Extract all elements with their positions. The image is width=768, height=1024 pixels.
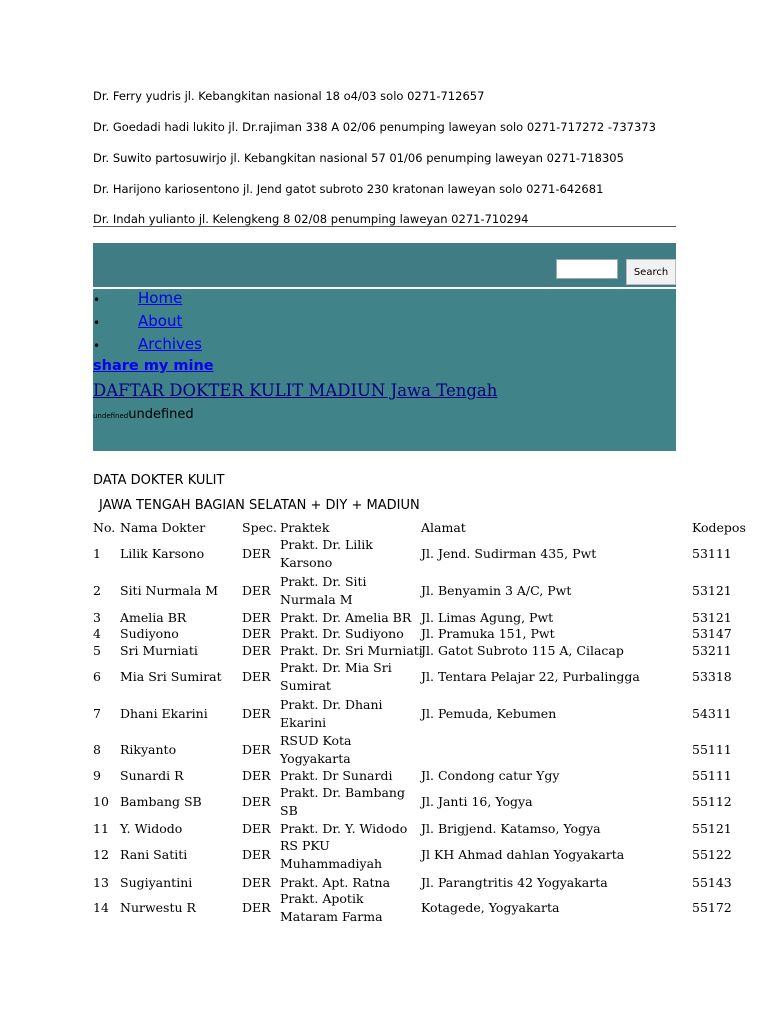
doctor-line-1: Dr. Ferry yudris jl. Kebangkitan nasional 18 o4/03 solo 0271-712657 bbox=[93, 89, 485, 103]
table-cell-nama: Sri Murniati bbox=[120, 643, 198, 658]
table-cell-nama: Sunardi R bbox=[120, 768, 184, 783]
table-cell-nama: Sugiyantini bbox=[120, 875, 193, 890]
table-cell-praktek: Prakt. Dr. Y. Widodo bbox=[280, 821, 408, 836]
table-cell-no: 14 bbox=[93, 900, 109, 915]
header-nama: Nama Dokter bbox=[120, 520, 206, 535]
table-cell-no: 8 bbox=[93, 742, 101, 757]
table-cell-nama: Siti Nurmala M bbox=[120, 583, 219, 598]
doctor-line-3: Dr. Suwito partosuwirjo jl. Kebangkitan nasional 57 01/06 penumping laweyan 0271-718305 bbox=[93, 151, 624, 165]
bullet-icon: • bbox=[93, 339, 101, 353]
table-cell-no: 12 bbox=[93, 847, 109, 862]
table-cell-no: 3 bbox=[93, 610, 101, 625]
header-praktek: Praktek bbox=[280, 520, 330, 535]
table-cell-nama: Dhani Ekarini bbox=[120, 706, 208, 721]
table-cell-nama: Sudiyono bbox=[120, 626, 179, 641]
table-cell-alamat: Jl KH Ahmad dahlan Yogyakarta bbox=[421, 847, 625, 862]
search-button-label: Search bbox=[633, 266, 669, 278]
table-cell-kodepos: 55122 bbox=[692, 847, 732, 862]
table-cell-nama: Rikyanto bbox=[120, 742, 177, 757]
table-cell-nama: Amelia BR bbox=[120, 610, 187, 625]
table-cell-alamat: Jl. Brigjend. Katamso, Yogya bbox=[421, 821, 601, 836]
table-cell-alamat: Jl. Pramuka 151, Pwt bbox=[421, 626, 555, 641]
header-no: No. bbox=[93, 520, 116, 535]
table-cell-spec: DER bbox=[242, 875, 271, 890]
table-cell-spec: DER bbox=[242, 847, 271, 862]
doctor-line-2: Dr. Goedadi hadi lukito jl. Dr.rajiman 338 A 02/06 penumping laweyan solo 0271-717272 -737373 bbox=[93, 120, 656, 134]
undefined-big: undefined bbox=[128, 407, 194, 422]
table-cell-alamat: Jl. Jend. Sudirman 435, Pwt bbox=[421, 546, 597, 561]
blog-name-link[interactable]: share my mine bbox=[93, 358, 214, 374]
table-cell-nama: Mia Sri Sumirat bbox=[120, 669, 222, 684]
table-cell-nama: Bambang SB bbox=[120, 794, 202, 809]
table-cell-spec: DER bbox=[242, 669, 271, 684]
table-cell-no: 2 bbox=[93, 583, 101, 598]
table-cell-spec: DER bbox=[242, 900, 271, 915]
bullet-icon: • bbox=[93, 316, 101, 330]
data-subtitle: JAWA TENGAH BAGIAN SELATAN + DIY + MADIUN bbox=[99, 498, 420, 513]
table-cell-alamat: Jl. Tentara Pelajar 22, Purbalingga bbox=[421, 669, 640, 684]
table-cell-kodepos: 54311 bbox=[692, 706, 732, 721]
table-cell-spec: DER bbox=[242, 821, 271, 836]
table-cell-no: 13 bbox=[93, 875, 109, 890]
table-cell-alamat: Jl. Benyamin 3 A/C, Pwt bbox=[421, 583, 572, 598]
table-cell-praktek: Prakt. Dr. Sri Murniati bbox=[280, 643, 423, 658]
table-cell-praktek: RSUD Kota Yogyakarta bbox=[280, 733, 352, 766]
table-cell-praktek: Prakt. Dr. Siti Nurmala M bbox=[280, 574, 367, 607]
table-cell-kodepos: 55111 bbox=[692, 768, 732, 783]
table-cell-kodepos: 55143 bbox=[692, 875, 732, 890]
table-cell-alamat: Jl. Pemuda, Kebumen bbox=[421, 706, 557, 721]
table-cell-nama: Nurwestu R bbox=[120, 900, 196, 915]
table-cell-spec: DER bbox=[242, 643, 271, 658]
table-cell-spec: DER bbox=[242, 768, 271, 783]
table-cell-alamat: Jl. Parangtritis 42 Yogyakarta bbox=[421, 875, 608, 890]
table-cell-no: 6 bbox=[93, 669, 101, 684]
header-spec: Spec. bbox=[242, 520, 277, 535]
table-cell-no: 5 bbox=[93, 643, 101, 658]
table-cell-praktek: Prakt. Dr. Mia Sri Sumirat bbox=[280, 660, 392, 693]
table-cell-kodepos: 53211 bbox=[692, 643, 732, 658]
table-cell-spec: DER bbox=[242, 706, 271, 721]
table-cell-no: 4 bbox=[93, 626, 101, 641]
table-cell-kodepos: 55111 bbox=[692, 742, 732, 757]
table-cell-no: 10 bbox=[93, 794, 109, 809]
table-cell-praktek: Prakt. Apotik Mataram Farma bbox=[280, 891, 383, 924]
table-cell-praktek: Prakt. Apt. Ratna bbox=[280, 875, 391, 890]
table-cell-kodepos: 53121 bbox=[692, 610, 732, 625]
doctor-line-4: Dr. Harijono kariosentono jl. Jend gatot subroto 230 kratonan laweyan solo 0271-642681 bbox=[93, 182, 604, 196]
table-cell-spec: DER bbox=[242, 794, 271, 809]
table-cell-nama: Rani Satiti bbox=[120, 847, 188, 862]
table-cell-kodepos: 55112 bbox=[692, 794, 732, 809]
table-cell-kodepos: 55172 bbox=[692, 900, 732, 915]
table-cell-no: 7 bbox=[93, 706, 101, 721]
table-cell-kodepos: 55121 bbox=[692, 821, 732, 836]
bullet-icon: • bbox=[93, 293, 101, 307]
table-cell-alamat: Jl. Condong catur Ygy bbox=[421, 768, 560, 783]
table-cell-praktek: Prakt. Dr. Bambang SB bbox=[280, 785, 405, 818]
nav-link-archives[interactable]: Archives bbox=[138, 335, 202, 353]
nav-link-about[interactable]: About bbox=[138, 312, 183, 330]
table-cell-praktek: Prakt. Dr Sunardi bbox=[280, 768, 393, 783]
table-cell-alamat: Kotagede, Yogyakarta bbox=[421, 900, 560, 915]
table-cell-no: 9 bbox=[93, 768, 101, 783]
nav-link-home[interactable]: Home bbox=[138, 289, 183, 307]
table-cell-alamat: Jl. Gatot Subroto 115 A, Cilacap bbox=[421, 643, 624, 658]
table-cell-praktek: Prakt. Dr. Amelia BR bbox=[280, 610, 412, 625]
table-cell-kodepos: 53121 bbox=[692, 583, 732, 598]
table-cell-spec: DER bbox=[242, 583, 271, 598]
table-cell-nama: Lilik Karsono bbox=[120, 546, 205, 561]
doctor-line-5: Dr. Indah yulianto jl. Kelengkeng 8 02/08 penumping laweyan 0271-710294 bbox=[93, 212, 529, 226]
table-cell-no: 1 bbox=[93, 546, 101, 561]
blog-title-link[interactable]: DAFTAR DOKTER KULIT MADIUN Jawa Tengah bbox=[93, 381, 498, 400]
table-cell-no: 11 bbox=[93, 821, 109, 836]
table-cell-praktek: Prakt. Dr. Dhani Ekarini bbox=[280, 697, 383, 730]
table-cell-alamat: Jl. Janti 16, Yogya bbox=[421, 794, 533, 809]
header-alamat: Alamat bbox=[421, 520, 466, 535]
table-cell-spec: DER bbox=[242, 742, 271, 757]
table-cell-spec: DER bbox=[242, 626, 271, 641]
data-title: DATA DOKTER KULIT bbox=[93, 473, 225, 488]
undefined-small: undefined bbox=[93, 412, 129, 420]
table-cell-kodepos: 53111 bbox=[692, 546, 732, 561]
header-kodepos: Kodepos bbox=[692, 520, 746, 535]
table-cell-alamat: Jl. Limas Agung, Pwt bbox=[421, 610, 554, 625]
table-cell-spec: DER bbox=[242, 610, 271, 625]
table-cell-praktek: Prakt. Dr. Sudiyono bbox=[280, 626, 404, 641]
table-cell-kodepos: 53147 bbox=[692, 626, 732, 641]
table-cell-kodepos: 53318 bbox=[692, 669, 732, 684]
table-cell-praktek: RS PKU Muhammadiyah bbox=[280, 838, 383, 871]
table-cell-praktek: Prakt. Dr. Lilik Karsono bbox=[280, 537, 373, 570]
table-cell-spec: DER bbox=[242, 546, 271, 561]
table-cell-nama: Y. Widodo bbox=[120, 821, 183, 836]
